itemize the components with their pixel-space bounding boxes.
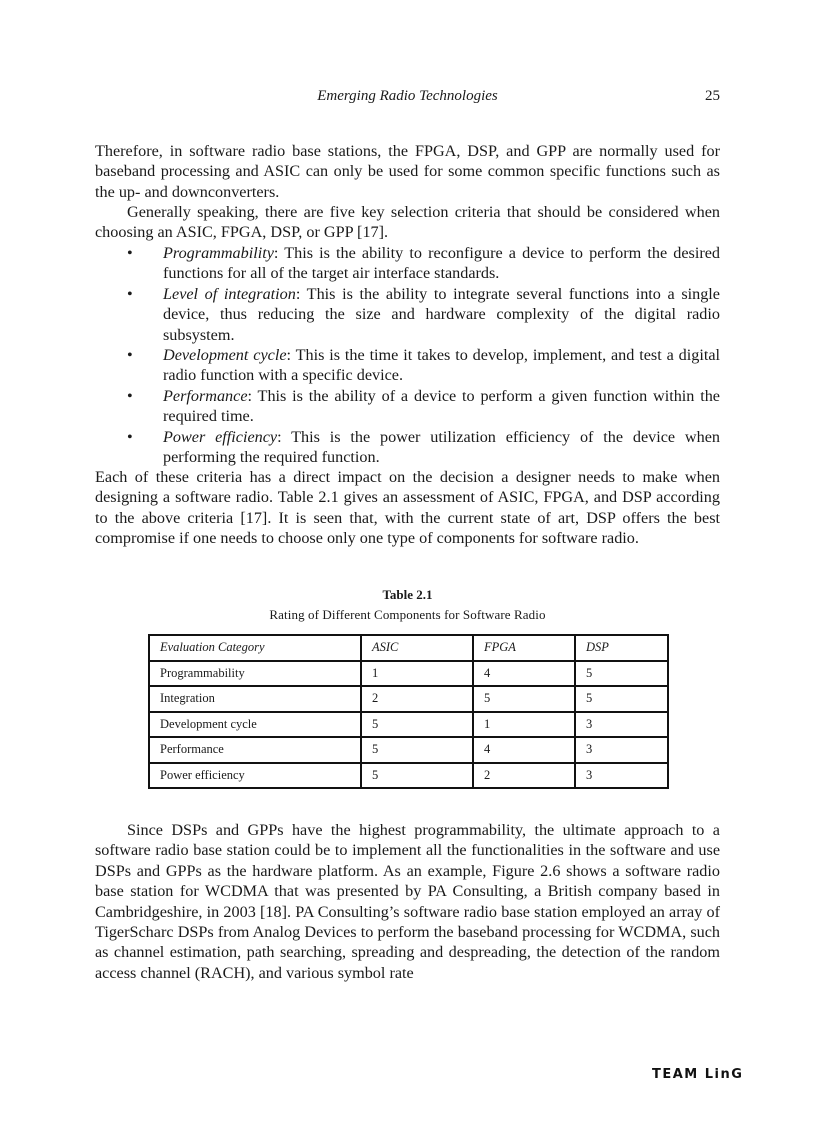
running-title: Emerging Radio Technologies [317, 88, 498, 104]
table-cell: 4 [473, 737, 575, 763]
table-cell: Programmability [149, 661, 361, 687]
bullet-icon: • [127, 386, 133, 405]
table-cell: 5 [361, 763, 473, 789]
bullet-icon: • [127, 346, 133, 365]
table-cell: 2 [473, 763, 575, 789]
paragraph-3: Each of these criteria has a direct impact on the decision a designer needs to make when designing a software radio. Table 2.1 gives an assessment of ASIC, FPGA, and DSP according to the above criteria [17]. It is seen that, with the current state of art, DSP offers the best compromise if one needs to choose only one type of components for software radio. [95, 468, 720, 548]
criterion-term: Programmability [163, 244, 274, 262]
criterion-term: Power efficiency [163, 427, 278, 446]
table-cell: Integration [149, 686, 361, 712]
list-item [95, 345, 720, 386]
watermark-logo: TEAM LinG [652, 1067, 744, 1082]
bullet-icon: • [127, 244, 133, 262]
bullet-icon: • [127, 427, 133, 446]
paragraph-2: Generally speaking, there are five key selection criteria that should be considered when choosing an ASIC, FPGA, DSP, or GPP [17]. [95, 203, 720, 242]
table-cell: 3 [575, 737, 668, 763]
list-item [95, 284, 720, 345]
criterion-desc: : This is the time it takes to develop, implement, and test a digital radio function with a specific device. [163, 346, 721, 385]
table-cell: Performance [149, 737, 361, 763]
table-header-cell: FPGA [473, 635, 575, 661]
page-number: 25 [705, 88, 720, 104]
table-cell: 5 [361, 737, 473, 763]
bullet-icon: • [127, 284, 133, 303]
table-cell: 1 [361, 661, 473, 687]
table-cell: 5 [361, 712, 473, 738]
table-row [149, 737, 668, 763]
table-row [149, 661, 668, 687]
list-item [95, 386, 720, 427]
table-cell: 3 [575, 712, 668, 738]
table-header-cell: ASIC [361, 635, 473, 661]
list-item [95, 427, 720, 468]
paragraph-1: Therefore, in software radio base stations, the FPGA, DSP, and GPP are normally used for baseband processing and ASIC can only be used for some common specific functions such as the up- and downconverters. [95, 142, 720, 201]
table-cell: 5 [575, 686, 668, 712]
table-row [149, 712, 668, 738]
criterion-desc: : This is the power utilization efficiency of the device when performing the required function. [163, 427, 720, 467]
criterion-desc: : This is the ability to reconfigure a device to perform the desired functions for all of the target air interface standards. [163, 244, 720, 283]
table-cell: Power efficiency [149, 763, 361, 789]
table-number: Table 2.1 [382, 587, 433, 602]
table-cell: 2 [361, 686, 473, 712]
rating-table [148, 634, 669, 789]
criteria-list [95, 243, 720, 467]
table-title: Rating of Different Components for Software Radio [269, 607, 546, 622]
paragraph-4: Since DSPs and GPPs have the highest programmability, the ultimate approach to a software radio base station could be to implement all the functionalities in the software and use DSPs and GPPs as the hardware platform. As an example, Figure 2.6 shows a software radio base station for WCDMA that was presented by PA Consulting, a British company based in Cambridgeshire, in 2003 [18]. PA Consulting’s software radio base station employed an array of TigerScharc DSPs from Analog Devices to perform the baseband processing for WCDMA, such as channel estimation, path searching, spreading and despreading, the detection of the random access channel (RACH), and various symbol rate [95, 821, 720, 982]
running-header [95, 88, 720, 108]
table-cell: 3 [575, 763, 668, 789]
table-cell: 1 [473, 712, 575, 738]
criterion-term: Level of integration [163, 284, 296, 303]
criterion-desc: : This is the ability of a device to perform a given function within the required time. [163, 386, 720, 426]
table-row [149, 763, 668, 789]
table-cell: 5 [575, 661, 668, 687]
table-cell: Development cycle [149, 712, 361, 738]
list-item [95, 243, 720, 284]
table-row [149, 686, 668, 712]
criterion-term: Development cycle [163, 346, 287, 365]
table-header-row [149, 635, 668, 661]
table-header-cell: DSP [575, 635, 668, 661]
criterion-desc: : This is the ability to integrate several functions into a single device, thus reducing the size and hardware complexity of the digital radio subsystem. [163, 284, 720, 344]
table-header-cell: Evaluation Category [149, 635, 361, 661]
table-cell: 4 [473, 661, 575, 687]
criterion-term: Performance [163, 386, 248, 405]
table-cell: 5 [473, 686, 575, 712]
